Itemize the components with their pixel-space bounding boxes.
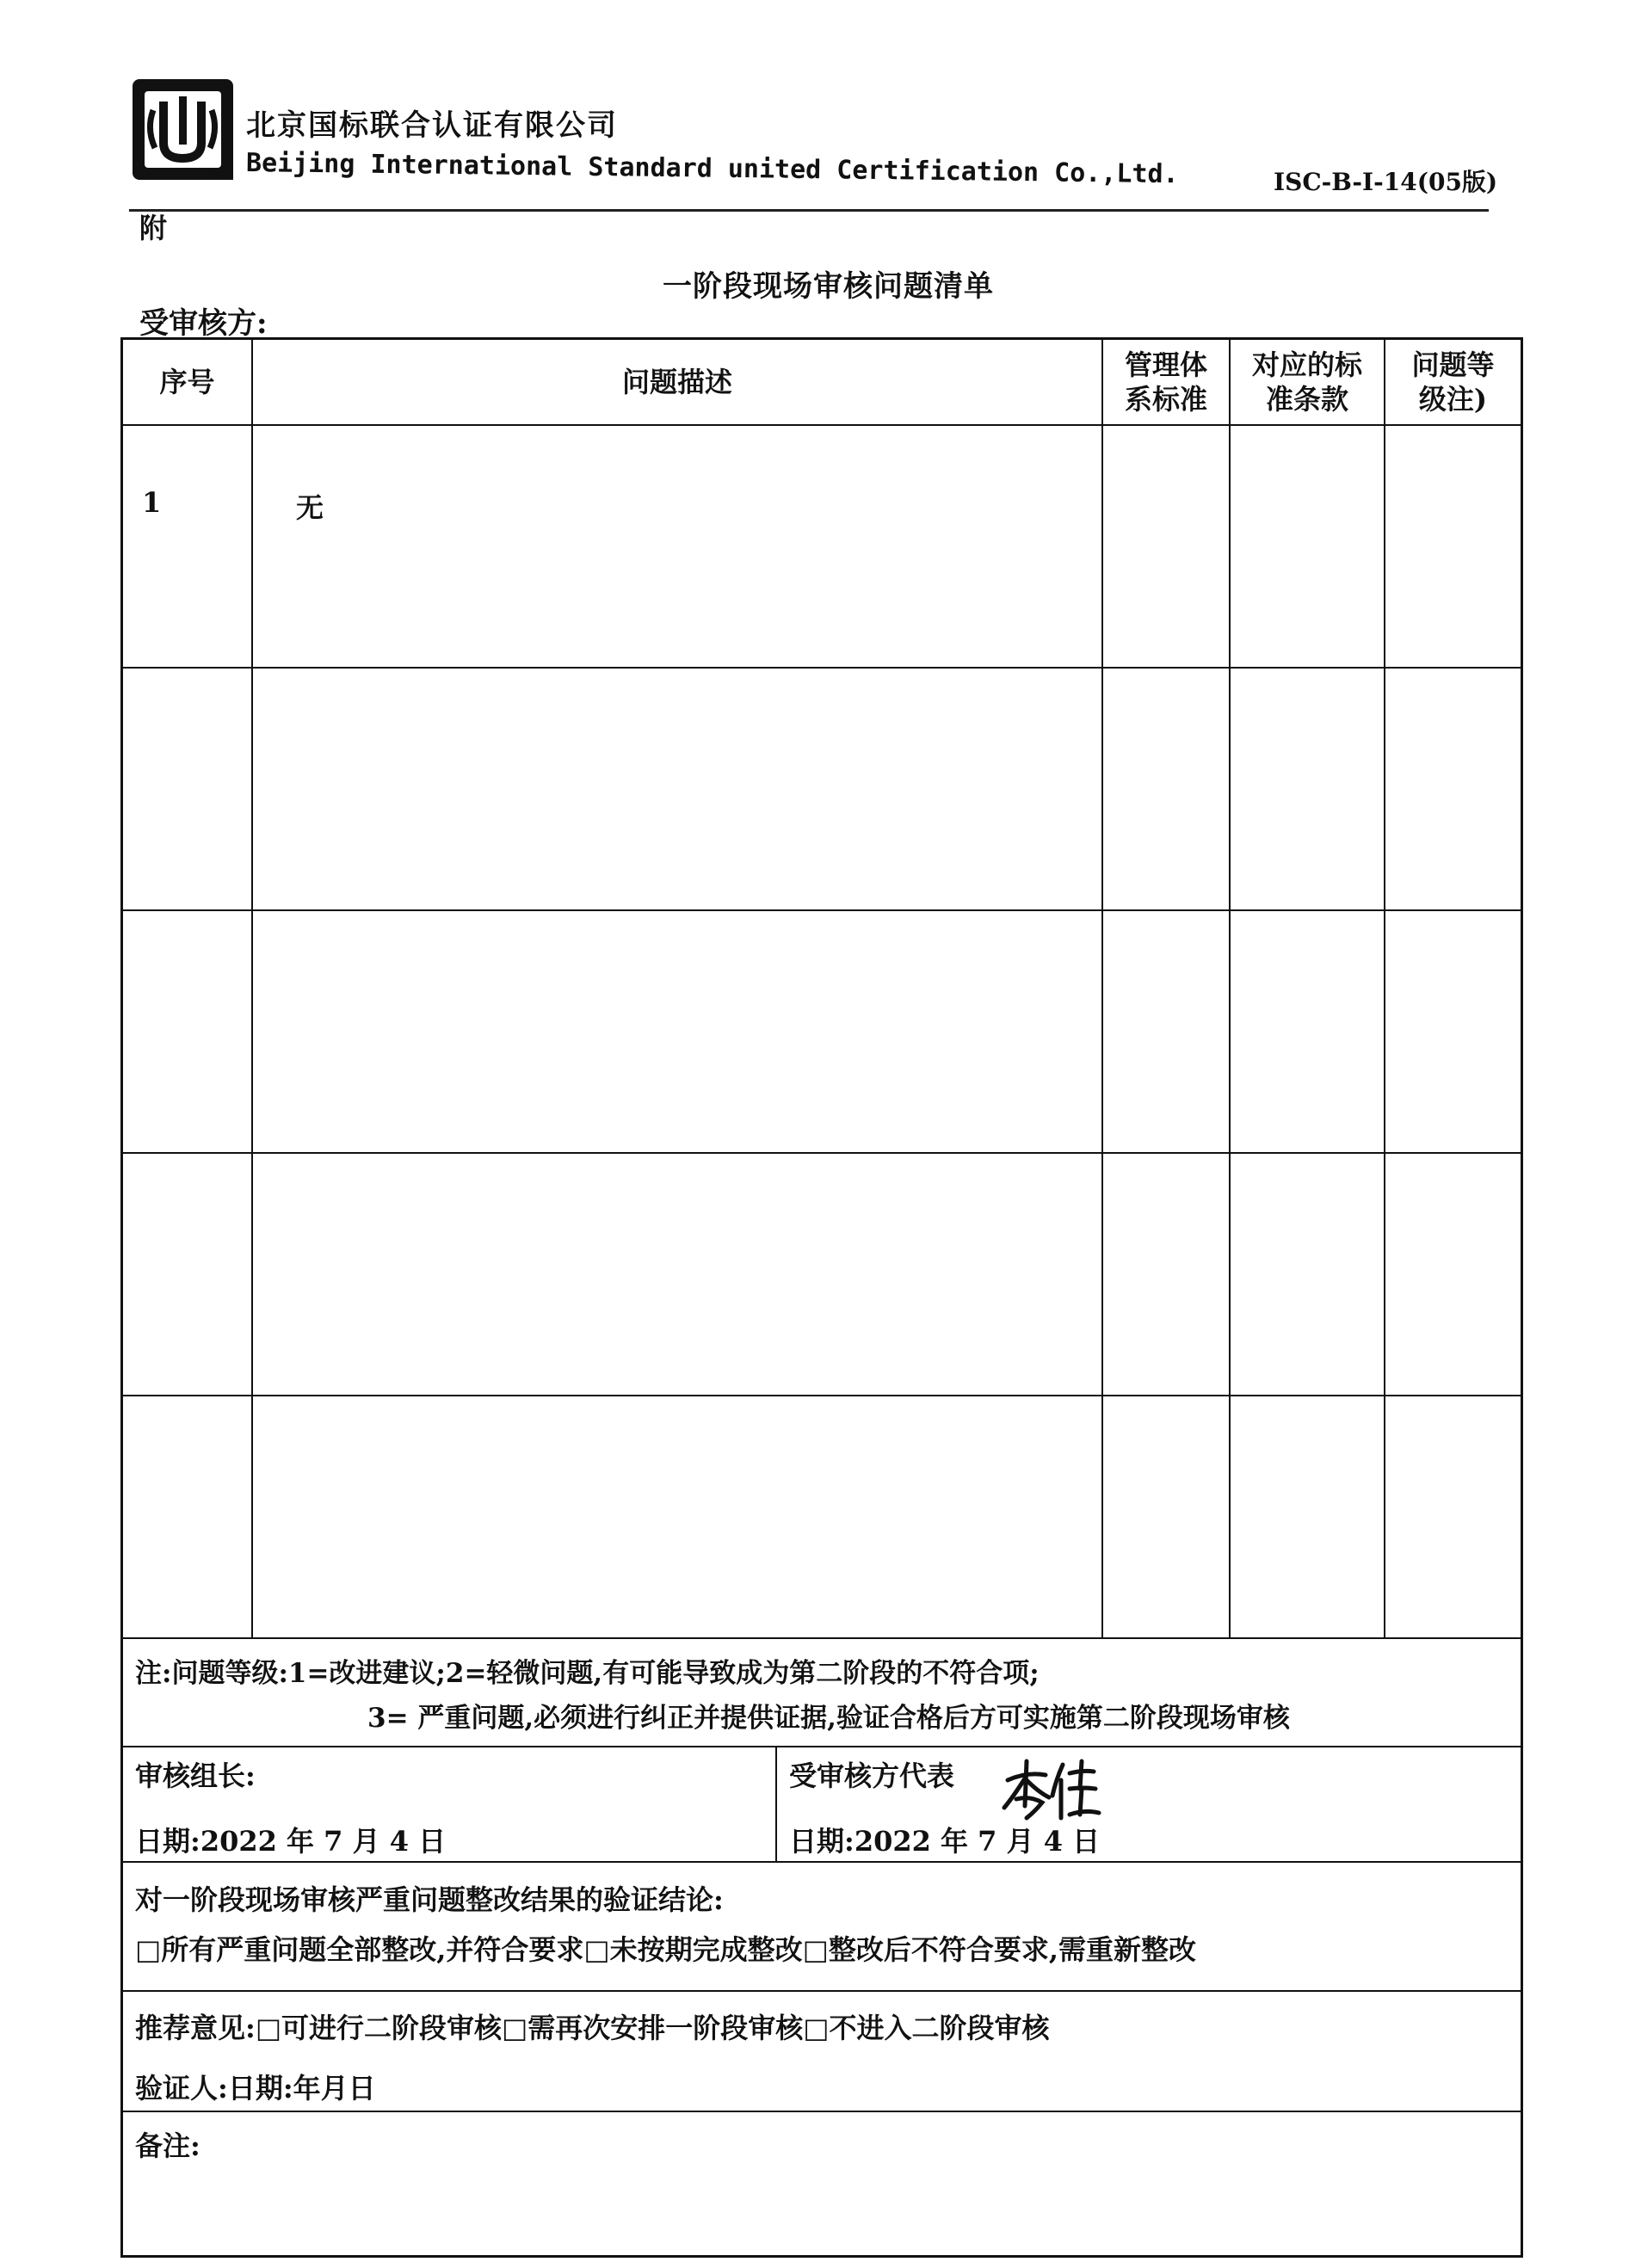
header-grade: 问题等级注)	[1385, 340, 1521, 425]
remarks-label: 备注:	[135, 2129, 201, 2162]
row-grade-cell	[1385, 1153, 1521, 1396]
header-description: 问题描述	[252, 340, 1102, 425]
table-row	[123, 910, 1521, 1153]
row-grade-cell	[1385, 910, 1521, 1153]
header-divider	[129, 209, 1489, 212]
row-no-cell	[123, 1153, 252, 1396]
grade-note-line1: 注:问题等级:1=改进建议;2=轻微问题,有可能导致成为第二阶段的不符合项;	[135, 1658, 1040, 1689]
table-header-row	[123, 340, 1521, 425]
auditee-label: 受审核方:	[139, 306, 268, 341]
company-logo-icon	[129, 76, 237, 183]
row-standard-cell	[1102, 668, 1230, 910]
verifier-line: 验证人:日期:年月日	[135, 2072, 376, 2105]
row-grade-cell	[1385, 668, 1521, 910]
header-clause: 对应的标准条款	[1230, 340, 1385, 425]
row-clause-cell	[1230, 1396, 1385, 1638]
leader-date: 日期:2022 年 7 月 4 日	[135, 1825, 447, 1858]
handwritten-signature-icon	[1001, 1754, 1104, 1823]
row-no-cell: 1	[123, 425, 252, 668]
audit-issues-form	[120, 337, 1523, 2258]
recommendation-section	[123, 1990, 1521, 2111]
row-description-cell	[252, 910, 1102, 1153]
signature-row	[123, 1746, 1521, 1861]
company-name-cn: 北京国标联合认证有限公司	[246, 108, 618, 143]
row-grade-cell	[1385, 425, 1521, 668]
auditee-rep-date: 日期:2022 年 7 月 4 日	[789, 1825, 1101, 1858]
row-description-cell	[252, 1396, 1102, 1638]
verification-section	[123, 1861, 1521, 1990]
header-standard: 管理体系标准	[1102, 340, 1230, 425]
table-row	[123, 1396, 1521, 1638]
auditee-sign-block	[777, 1747, 1521, 1861]
row-standard-cell	[1102, 1153, 1230, 1396]
row-description-cell: 无	[252, 425, 1102, 668]
row-no-cell	[123, 1396, 252, 1638]
row-clause-cell	[1230, 668, 1385, 910]
row-standard-cell	[1102, 425, 1230, 668]
auditee-rep-label: 受审核方代表	[789, 1760, 955, 1792]
leader-sign-block	[123, 1747, 777, 1861]
grade-note	[123, 1639, 1521, 1746]
row-grade-cell	[1385, 1396, 1521, 1638]
row-clause-cell	[1230, 1153, 1385, 1396]
table-row	[123, 1153, 1521, 1396]
verification-heading: 对一阶段现场审核严重问题整改结果的验证结论:	[135, 1883, 724, 1916]
header-no: 序号	[123, 340, 252, 425]
form-code: ISC-B-I-14(05版)	[1274, 168, 1498, 196]
table-row	[123, 425, 1521, 668]
company-name-en: Beijing International Standard united Certification Co.,Ltd.	[245, 148, 1179, 190]
row-description-cell	[252, 1153, 1102, 1396]
table-row	[123, 668, 1521, 910]
row-standard-cell	[1102, 1396, 1230, 1638]
row-no-cell	[123, 668, 252, 910]
issues-table	[123, 340, 1521, 1639]
row-standard-cell	[1102, 910, 1230, 1153]
remarks-section	[123, 2111, 1521, 2255]
document-title: 一阶段现场审核问题清单	[663, 269, 994, 304]
attachment-label: 附	[139, 212, 168, 244]
verification-options: □所有严重问题全部整改,并符合要求□未按期完成整改□整改后不符合要求,需重新整改	[135, 1933, 1196, 1966]
row-clause-cell	[1230, 425, 1385, 668]
row-description-cell	[252, 668, 1102, 910]
grade-note-line2: 3= 严重问题,必须进行纠正并提供证据,验证合格后方可实施第二阶段现场审核	[367, 1703, 1290, 1734]
row-clause-cell	[1230, 910, 1385, 1153]
recommendation-line: 推荐意见:□可进行二阶段审核□需再次安排一阶段审核□不进入二阶段审核	[135, 2012, 1050, 2044]
leader-label: 审核组长:	[135, 1760, 256, 1792]
row-no-cell	[123, 910, 252, 1153]
